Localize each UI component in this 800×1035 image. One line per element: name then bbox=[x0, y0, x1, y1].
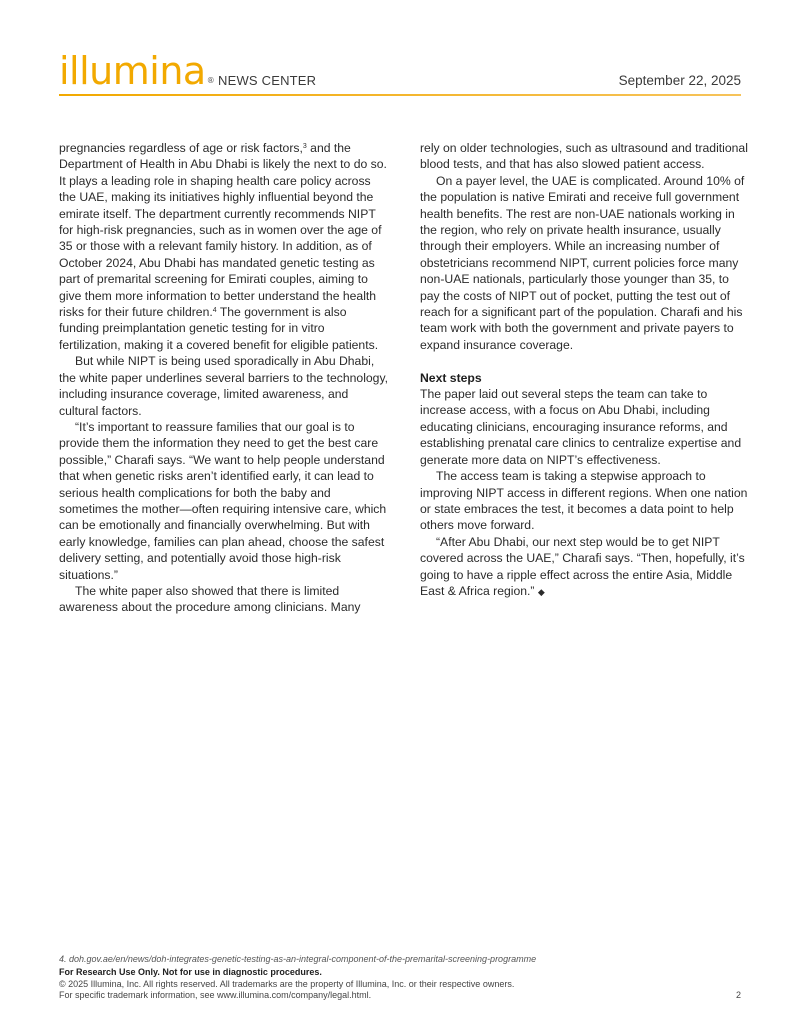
header-divider bbox=[59, 94, 741, 96]
footnote: 4. doh.gov.ae/en/news/doh-integrates-genetic-testing-as-an-integral-component-of-the-premarital-screening-programme bbox=[59, 954, 537, 964]
paragraph: But while NIPT is being used sporadically in Abu Dhabi, the white paper underlines several barriers to the technology, including insurance coverage, limited awareness, and cultural factors. bbox=[59, 354, 389, 418]
paragraph: On a payer level, the UAE is complicated. Around 10% of the population is native Emirati and receive full government health benefits. The rest are non-UAE nationals working in the region, who rely on private health insurance, usually through their employers. While an increasing number of obstetricians recommend NIPT, current policies force many non-UAE nationals, particularly those younger than 35, to pay the costs of NIPT out of pocket, putting the test out of reach for a significant part of the population. Charafi and his team work with both the government and private payers to expand insurance coverage. bbox=[420, 173, 745, 352]
page-header bbox=[59, 50, 741, 96]
section-label: NEWS CENTER bbox=[218, 73, 317, 88]
end-mark-icon: ◆ bbox=[537, 586, 545, 597]
spacer bbox=[420, 353, 750, 369]
research-use-notice: For Research Use Only. Not for use in diagnostic procedures. bbox=[59, 967, 322, 977]
copyright-notice: © 2025 Illumina, Inc. All rights reserved. All trademarks are the property of Illumina, Inc. or their respective owners. bbox=[59, 979, 515, 989]
footnote-ref: 3 bbox=[302, 143, 307, 150]
quote-paragraph: “It’s important to reassure families that our goal is to provide them the information they need to get the best care possible,” Charafi says. “We want to help people understand that when genetic risks aren’t identified early, it can lead to serious health complications for both the baby and sometimes the mother—often requiring intensive care, which can be emotionally and financially overwhelming. But with early knowledge, families can plan ahead, choose the safest delivery setting, and potentially avoid those high-risk situations.” bbox=[59, 419, 387, 582]
registered-mark: ® bbox=[206, 76, 215, 85]
footnote-ref: 4 bbox=[212, 307, 217, 315]
left-column bbox=[59, 140, 389, 616]
paragraph bbox=[59, 140, 389, 353]
quote-paragraph bbox=[420, 534, 750, 601]
paragraph-text: and the Department of Health in Abu Dhabi is likely the next to do so. It plays a leading role in shaping health care policy across the UAE, making its initiatives highly influential beyond the emirate itself. The department currently recommends NIPT for high-risk pregnancies, such as in women over the age of 35 or those with a relevant family history. In addition, as of October 2024, Abu Dhabi has mandated genetic testing as part of premarital screening for Emirati couples, aiming to give them more information to better understand the health risks for their future children. bbox=[59, 141, 387, 320]
paragraph: rely on older technologies, such as ultrasound and traditional blood tests, and that has also slowed patient access. bbox=[420, 141, 748, 172]
illumina-logo bbox=[59, 50, 214, 92]
publish-date: September 22, 2025 bbox=[618, 73, 741, 88]
paragraph: The white paper also showed that there is limited awareness about the procedure among clinicians. Many bbox=[59, 583, 361, 615]
right-column bbox=[420, 140, 750, 600]
trademark-notice: For specific trademark information, see www.illumina.com/company/legal.html. bbox=[59, 990, 372, 1000]
paragraph-text: pregnancies regardless of age or risk factors, bbox=[59, 141, 303, 155]
paragraph-text: The government is also funding preimplantation genetic testing for in vitro fertilization, making it a covered benefit for eligible patients. bbox=[59, 305, 379, 352]
paragraph: The access team is taking a stepwise approach to improving NIPT access in different regions. When one nation or state embraces the test, it becomes a data point to help others move forward. bbox=[420, 469, 748, 533]
paragraph: The paper laid out several steps the team can take to increase access, with a focus on Abu Dhabi, including educating clinicians, encouraging insurance reforms, and establishing prenatal care clinics to centralize expertise and generate more data on NIPT’s effectiveness. bbox=[420, 387, 742, 467]
page-number: 2 bbox=[735, 990, 741, 1000]
paragraph-text: “After Abu Dhabi, our next step would be to get NIPT covered across the UAE,” Charafi says. “Then, hopefully, it’s going to have a ripple effect across the entire Asia, Middle East & Africa region.” bbox=[420, 534, 745, 598]
logo-wordmark: illumina bbox=[59, 49, 206, 93]
section-heading: Next steps bbox=[420, 370, 482, 385]
